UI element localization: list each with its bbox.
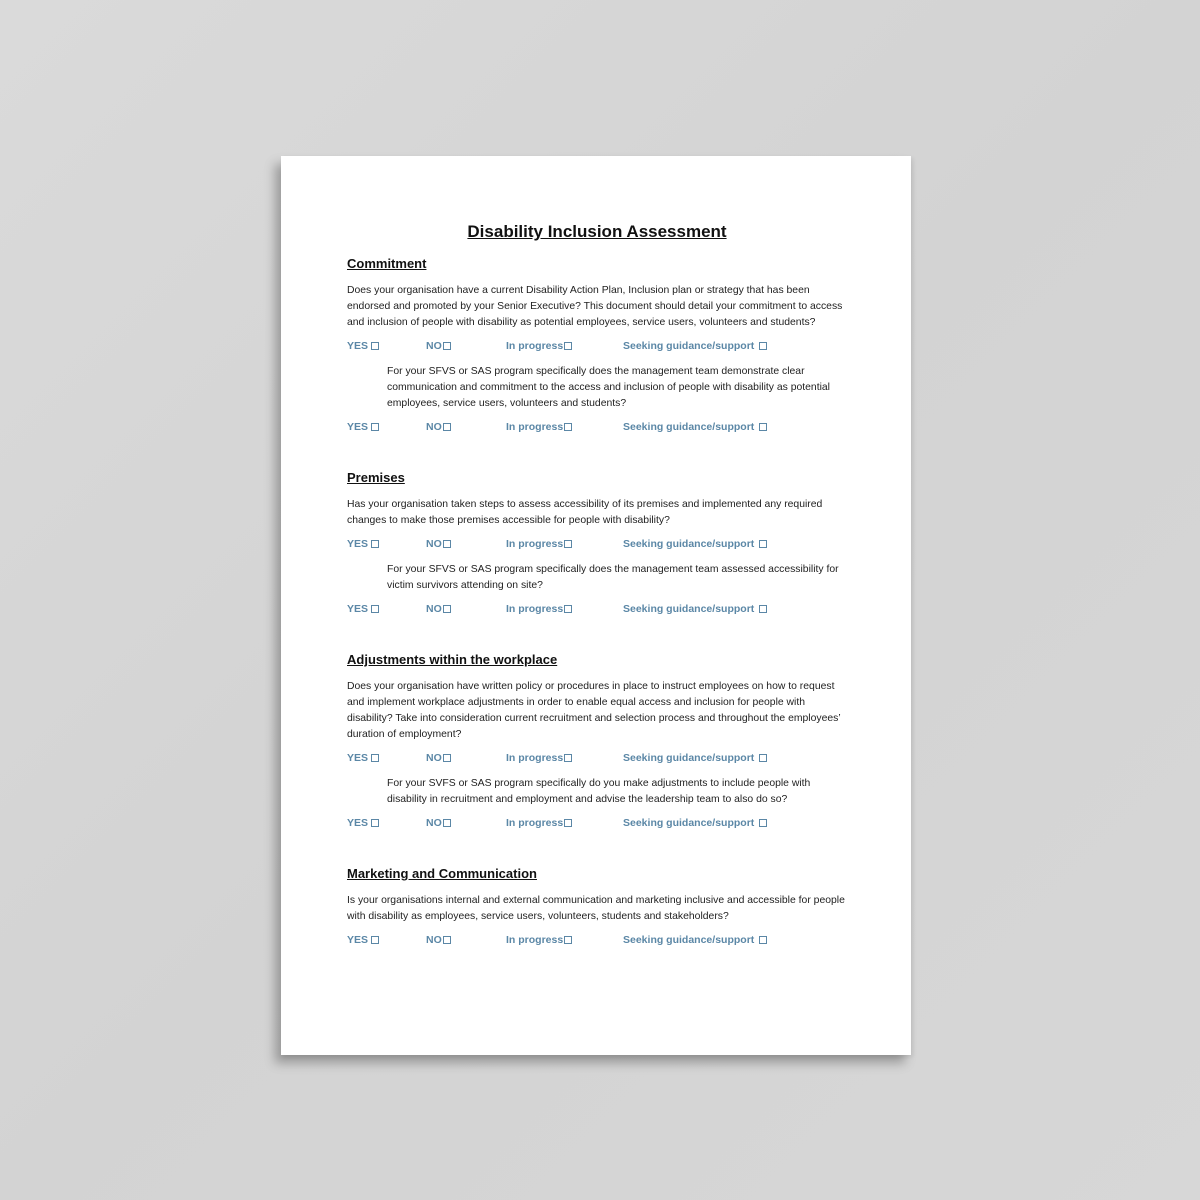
document-title: Disability Inclusion Assessment	[467, 222, 727, 241]
no-option[interactable]	[426, 603, 451, 615]
answer-options-row	[347, 817, 847, 833]
checkbox-icon[interactable]	[759, 819, 767, 827]
seeking-support-option[interactable]	[623, 421, 767, 433]
answer-options-row	[347, 934, 847, 950]
checkbox-icon[interactable]	[564, 605, 572, 613]
yes-label: YES	[347, 934, 369, 946]
no-option[interactable]	[426, 538, 451, 550]
answer-options-row	[347, 538, 847, 554]
no-label: NO	[426, 340, 442, 352]
checkbox-icon[interactable]	[371, 540, 379, 548]
yes-label: YES	[347, 421, 369, 433]
in-progress-label: In progress	[506, 421, 564, 433]
checkbox-icon[interactable]	[371, 423, 379, 431]
yes-label: YES	[347, 817, 369, 829]
no-label: NO	[426, 752, 442, 764]
checkbox-icon[interactable]	[759, 540, 767, 548]
yes-label: YES	[347, 538, 369, 550]
yes-option[interactable]	[347, 603, 379, 615]
section-workplace-adjustments	[347, 652, 847, 833]
checkbox-icon[interactable]	[443, 423, 451, 431]
section-commitment	[347, 256, 847, 437]
sub-question-text: For your SFVS or SAS program specifically does the management team demonstrate clear communication and commitment to the access and inclusion of people with disability as potential employees, service users, volunteers and students?	[387, 366, 830, 409]
seeking-support-label: Seeking guidance/support	[623, 538, 755, 550]
no-option[interactable]	[426, 752, 451, 764]
checkbox-icon[interactable]	[759, 342, 767, 350]
section-heading: Commitment	[347, 256, 427, 271]
checkbox-icon[interactable]	[759, 605, 767, 613]
in-progress-label: In progress	[506, 817, 564, 829]
in-progress-option[interactable]	[506, 752, 572, 764]
yes-label: YES	[347, 340, 369, 352]
checkbox-icon[interactable]	[371, 342, 379, 350]
checkbox-icon[interactable]	[564, 819, 572, 827]
in-progress-label: In progress	[506, 934, 564, 946]
seeking-support-label: Seeking guidance/support	[623, 421, 755, 433]
section-heading: Premises	[347, 470, 405, 485]
seeking-support-option[interactable]	[623, 934, 767, 946]
answer-options-row	[347, 340, 847, 356]
yes-option[interactable]	[347, 752, 379, 764]
yes-label: YES	[347, 603, 369, 615]
checkbox-icon[interactable]	[759, 754, 767, 762]
seeking-support-option[interactable]	[623, 817, 767, 829]
answer-options-row	[347, 603, 847, 619]
question-text: Does your organisation have written policy or procedures in place to instruct employees on how to request and implement workplace adjustments in order to enable equal access and inclusion for people with disability? Take into consideration current recruitment and selection process and throughout the employees’ duration of employment?	[347, 681, 841, 740]
checkbox-icon[interactable]	[443, 936, 451, 944]
checkbox-icon[interactable]	[759, 936, 767, 944]
seeking-support-option[interactable]	[623, 752, 767, 764]
document-page	[281, 156, 911, 1055]
in-progress-label: In progress	[506, 603, 564, 615]
seeking-support-label: Seeking guidance/support	[623, 934, 755, 946]
yes-option[interactable]	[347, 817, 379, 829]
checkbox-icon[interactable]	[371, 819, 379, 827]
checkbox-icon[interactable]	[564, 936, 572, 944]
seeking-support-option[interactable]	[623, 603, 767, 615]
checkbox-icon[interactable]	[564, 423, 572, 431]
checkbox-icon[interactable]	[371, 605, 379, 613]
seeking-support-label: Seeking guidance/support	[623, 752, 755, 764]
seeking-support-label: Seeking guidance/support	[623, 817, 755, 829]
checkbox-icon[interactable]	[564, 342, 572, 350]
in-progress-option[interactable]	[506, 603, 572, 615]
checkbox-icon[interactable]	[564, 540, 572, 548]
in-progress-option[interactable]	[506, 421, 572, 433]
question-text: Does your organisation have a current Disability Action Plan, Inclusion plan or strategy that has been endorsed and promoted by your Senior Executive? This document should detail your commitment to access and inclusion of people with disability as potential employees, service users, volunteers and students?	[347, 285, 843, 328]
sub-question-text: For your SVFS or SAS program specifically do you make adjustments to include people with disability in recruitment and employment and advise the leadership team to also do so?	[387, 778, 811, 805]
no-option[interactable]	[426, 421, 451, 433]
seeking-support-label: Seeking guidance/support	[623, 603, 755, 615]
in-progress-option[interactable]	[506, 340, 572, 352]
no-label: NO	[426, 421, 442, 433]
section-heading: Adjustments within the workplace	[347, 652, 558, 667]
in-progress-option[interactable]	[506, 817, 572, 829]
no-label: NO	[426, 817, 442, 829]
question-text: Is your organisations internal and external communication and marketing inclusive and accessible for people with disability as employees, service users, volunteers, students and stakeholders?	[347, 895, 845, 922]
seeking-support-option[interactable]	[623, 340, 767, 352]
checkbox-icon[interactable]	[371, 936, 379, 944]
question-text: Has your organisation taken steps to assess accessibility of its premises and implemented any required changes to make those premises accessible for people with disability?	[347, 499, 823, 526]
checkbox-icon[interactable]	[564, 754, 572, 762]
answer-options-row	[347, 421, 847, 437]
checkbox-icon[interactable]	[443, 819, 451, 827]
yes-option[interactable]	[347, 934, 379, 946]
seeking-support-label: Seeking guidance/support	[623, 340, 755, 352]
yes-label: YES	[347, 752, 369, 764]
yes-option[interactable]	[347, 340, 379, 352]
answer-options-row	[347, 752, 847, 768]
checkbox-icon[interactable]	[371, 754, 379, 762]
yes-option[interactable]	[347, 538, 379, 550]
section-premises	[347, 470, 847, 619]
in-progress-label: In progress	[506, 752, 564, 764]
checkbox-icon[interactable]	[443, 605, 451, 613]
in-progress-option[interactable]	[506, 934, 572, 946]
checkbox-icon[interactable]	[443, 754, 451, 762]
in-progress-option[interactable]	[506, 538, 572, 550]
section-heading: Marketing and Communication	[347, 866, 537, 881]
yes-option[interactable]	[347, 421, 379, 433]
no-label: NO	[426, 603, 442, 615]
checkbox-icon[interactable]	[443, 342, 451, 350]
in-progress-label: In progress	[506, 340, 564, 352]
no-label: NO	[426, 934, 442, 946]
seeking-support-option[interactable]	[623, 538, 767, 550]
no-label: NO	[426, 538, 442, 550]
in-progress-label: In progress	[506, 538, 564, 550]
checkbox-icon[interactable]	[759, 423, 767, 431]
no-option[interactable]	[426, 817, 451, 829]
checkbox-icon[interactable]	[443, 540, 451, 548]
section-marketing-communication	[347, 866, 847, 950]
no-option[interactable]	[426, 340, 451, 352]
sub-question-text: For your SFVS or SAS program specifically does the management team assessed accessibility for victim survivors attending on site?	[387, 564, 839, 591]
document-content	[347, 222, 847, 983]
no-option[interactable]	[426, 934, 451, 946]
